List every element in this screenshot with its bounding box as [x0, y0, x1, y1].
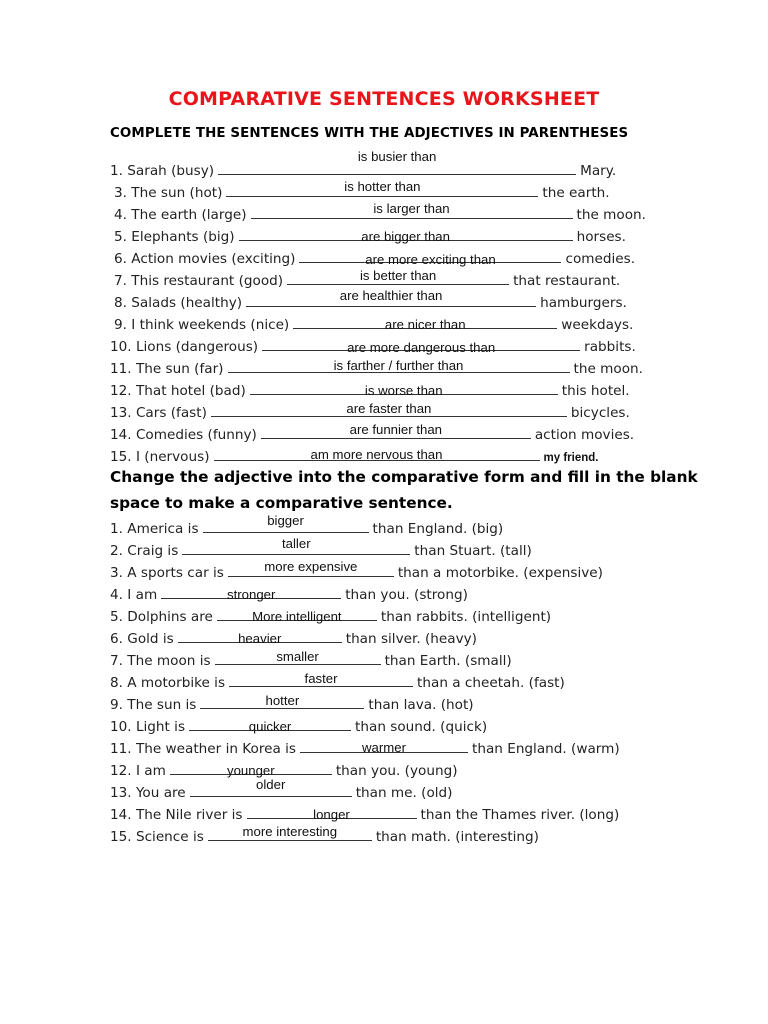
- handwritten-answer: faster: [304, 671, 338, 686]
- handwritten-answer: are bigger than: [361, 229, 450, 244]
- part1-sentence-8: [114, 314, 633, 334]
- sentence-ending: action movies.: [534, 427, 635, 443]
- handwritten-answer: More intelligent: [252, 609, 342, 624]
- answer-blank[interactable]: [293, 314, 557, 332]
- sentence-ending: than the Thames river. (long): [420, 807, 620, 823]
- sentence-prompt: 10. Lions (dangerous): [110, 339, 259, 355]
- instruction-heading-1: COMPLETE THE SENTENCES WITH THE ADJECTIVES IN PARENTHESES: [110, 126, 629, 141]
- part1-sentence-13: [110, 424, 634, 444]
- handwritten-answer: taller: [282, 536, 311, 551]
- sentence-prompt: 14. The Nile river is: [110, 807, 243, 823]
- part2-sentence-11: [110, 738, 620, 758]
- sentence-prompt: 11. The sun (far): [110, 361, 224, 377]
- part1-sentence-1: [110, 149, 617, 180]
- sentence-prompt: 13. Cars (fast): [110, 405, 207, 421]
- part2-sentence-4: [110, 584, 468, 604]
- sentence-prompt: 5. Elephants (big): [114, 229, 235, 245]
- handwritten-answer: is worse than: [364, 383, 443, 398]
- part1-sentence-2: [114, 179, 610, 202]
- sentence-prompt: 12. That hotel (bad): [110, 383, 246, 399]
- sentence-ending: than you. (strong): [345, 587, 468, 603]
- part1-sentence-11: [110, 380, 630, 400]
- sentence-ending: than lava. (hot): [368, 697, 474, 713]
- handwritten-answer: more interesting: [242, 824, 338, 839]
- handwritten-answer: heavier: [238, 631, 282, 646]
- sentence-ending: Mary.: [580, 163, 617, 179]
- handwritten-answer: is farther / further than: [333, 358, 464, 373]
- sentence-prompt: 13. You are: [110, 785, 186, 801]
- sentence-prompt: 5. Dolphins are: [110, 609, 213, 625]
- sentence-prompt: 6. Gold is: [110, 631, 174, 647]
- handwritten-answer: is better than: [359, 268, 437, 283]
- answer-blank[interactable]: [203, 513, 369, 533]
- handwritten-answer: are funnier than: [349, 422, 442, 437]
- sentence-prompt: 4. I am: [110, 587, 158, 603]
- part1-sentence-4: [114, 226, 626, 246]
- sentence-prompt: 3. The sun (hot): [114, 185, 223, 201]
- sentence-ending: than England. (warm): [472, 741, 620, 757]
- sentence-prompt: 11. The weather in Korea is: [110, 741, 297, 757]
- answer-blank[interactable]: [200, 694, 364, 709]
- sentence-ending: hamburgers.: [540, 295, 627, 311]
- answer-blank[interactable]: [226, 179, 538, 197]
- sentence-prompt: 12. I am: [110, 763, 166, 779]
- answer-blank[interactable]: [190, 777, 352, 797]
- answer-blank[interactable]: [208, 826, 372, 841]
- part2-sentence-13: [110, 777, 453, 802]
- part2-sentence-15: [110, 826, 539, 846]
- handwritten-answer: longer: [313, 807, 350, 822]
- answer-blank[interactable]: [247, 804, 417, 822]
- sentence-ending: than sound. (quick): [355, 719, 488, 735]
- handwritten-answer: warmer: [362, 740, 406, 755]
- handwritten-answer: is hotter than: [344, 179, 421, 194]
- sentence-ending: the moon.: [573, 361, 643, 377]
- handwritten-answer: are nicer than: [384, 317, 466, 332]
- sentence-prompt: 4. The earth (large): [114, 207, 247, 223]
- handwritten-answer: hotter: [265, 693, 300, 708]
- answer-blank[interactable]: [182, 536, 410, 555]
- answer-blank[interactable]: [287, 270, 509, 285]
- sentence-ending: that restaurant.: [513, 273, 621, 289]
- part2-sentence-5: [110, 606, 551, 626]
- answer-blank[interactable]: [261, 424, 531, 439]
- part2-sentence-14: [110, 804, 619, 824]
- handwritten-answer: am more nervous than: [310, 447, 443, 462]
- sentence-prompt: 3. A sports car is: [110, 565, 224, 581]
- sentence-ending: the moon.: [576, 207, 646, 223]
- answer-blank[interactable]: [251, 201, 573, 219]
- sentence-prompt: 7. This restaurant (good): [114, 273, 284, 289]
- answer-blank[interactable]: [246, 288, 536, 307]
- sentence-ending: the earth.: [542, 185, 610, 201]
- sentence-ending: than a cheetah. (fast): [417, 675, 565, 691]
- handwritten-answer: are healthier than: [339, 288, 443, 303]
- answer-blank[interactable]: [161, 584, 341, 602]
- part1-sentence-3: [114, 201, 646, 224]
- part1-sentence-10: [110, 358, 643, 378]
- part2-sentence-3: [110, 559, 603, 582]
- answer-blank[interactable]: [299, 248, 561, 267]
- sentence-prompt: 8. A motorbike is: [110, 675, 226, 691]
- answer-blank[interactable]: [250, 380, 558, 398]
- answer-blank[interactable]: [229, 672, 413, 687]
- handwritten-answer: is larger than: [373, 201, 450, 216]
- handwritten-answer: are more exciting than: [365, 252, 496, 267]
- sentence-ending: than England. (big): [372, 521, 504, 537]
- handwritten-answer: younger: [227, 763, 275, 778]
- sentence-prompt: 1. Sarah (busy): [110, 163, 215, 179]
- sentence-ending: this hotel.: [561, 383, 630, 399]
- part2-sentence-8: [110, 672, 565, 692]
- handwritten-answer: older: [256, 777, 286, 792]
- sentence-ending: comedies.: [565, 251, 636, 267]
- sentence-ending: than silver. (heavy): [345, 631, 477, 647]
- sentence-ending: than Earth. (small): [384, 653, 512, 669]
- sentence-ending: my friend.: [543, 452, 599, 464]
- handwritten-answer: stronger: [227, 587, 276, 602]
- sentence-ending: horses.: [576, 229, 626, 245]
- part2-sentence-10: [110, 716, 487, 736]
- part1-sentence-5: [114, 248, 635, 268]
- part1-sentence-9: [110, 336, 636, 356]
- answer-blank[interactable]: [228, 559, 394, 577]
- handwritten-answer: bigger: [267, 513, 304, 528]
- instruction-heading-2: Change the adjective into the comparative form and fill in the blank space to make a comparative sentence.: [110, 468, 698, 512]
- answer-blank[interactable]: [239, 226, 573, 244]
- answer-blank[interactable]: [228, 358, 570, 373]
- part2-sentence-2: [110, 536, 532, 560]
- sentence-prompt: 10. Light is: [110, 719, 186, 735]
- part1-sentence-12: [110, 402, 630, 422]
- handwritten-answer: smaller: [276, 649, 319, 664]
- answer-blank[interactable]: [300, 738, 468, 753]
- sentence-prompt: 9. The sun is: [110, 697, 197, 713]
- sentence-ending: than math. (interesting): [375, 829, 539, 845]
- answer-blank[interactable]: [178, 628, 342, 646]
- sentence-prompt: 14. Comedies (funny): [110, 427, 257, 443]
- sentence-ending: than rabbits. (intelligent): [380, 609, 552, 625]
- handwritten-answer: are more dangerous than: [347, 340, 496, 355]
- sentence-ending: weekdays.: [561, 317, 634, 333]
- sentence-prompt: 2. Craig is: [110, 543, 179, 559]
- part2-sentence-7: [110, 650, 512, 670]
- answer-blank[interactable]: [217, 606, 377, 624]
- answer-blank[interactable]: [218, 149, 576, 175]
- handwritten-answer: quicker: [248, 719, 292, 734]
- part2-sentence-9: [110, 694, 474, 714]
- sentence-ending: rabbits.: [584, 339, 636, 355]
- sentence-ending: than me. (old): [355, 785, 453, 801]
- sentence-ending: than a motorbike. (expensive): [397, 565, 603, 581]
- handwritten-answer: more expensive: [264, 559, 358, 574]
- sentence-ending: than Stuart. (tall): [414, 543, 532, 559]
- sentence-ending: bicycles.: [570, 405, 630, 421]
- answer-blank[interactable]: [170, 760, 332, 778]
- part2-sentence-6: [110, 628, 477, 648]
- sentence-prompt: 8. Salads (healthy): [114, 295, 243, 311]
- page-title: COMPARATIVE SENTENCES WORKSHEET: [168, 88, 600, 110]
- sentence-prompt: 6. Action movies (exciting): [114, 251, 296, 267]
- sentence-prompt: 9. I think weekends (nice): [114, 317, 290, 333]
- handwritten-answer: is busier than: [357, 149, 437, 164]
- answer-blank[interactable]: [214, 446, 540, 461]
- sentence-prompt: 7. The moon is: [110, 653, 211, 669]
- answer-blank[interactable]: [189, 716, 351, 734]
- sentence-ending: than you. (young): [335, 763, 458, 779]
- sentence-prompt: 15. Science is: [110, 829, 204, 845]
- sentence-prompt: 1. America is: [110, 521, 199, 537]
- part1-sentence-7: [114, 288, 627, 312]
- sentence-prompt: 15. I (nervous): [110, 449, 210, 465]
- answer-blank[interactable]: [262, 336, 580, 355]
- answer-blank[interactable]: [211, 402, 567, 417]
- answer-blank[interactable]: [215, 650, 381, 665]
- handwritten-answer: are faster than: [346, 401, 432, 416]
